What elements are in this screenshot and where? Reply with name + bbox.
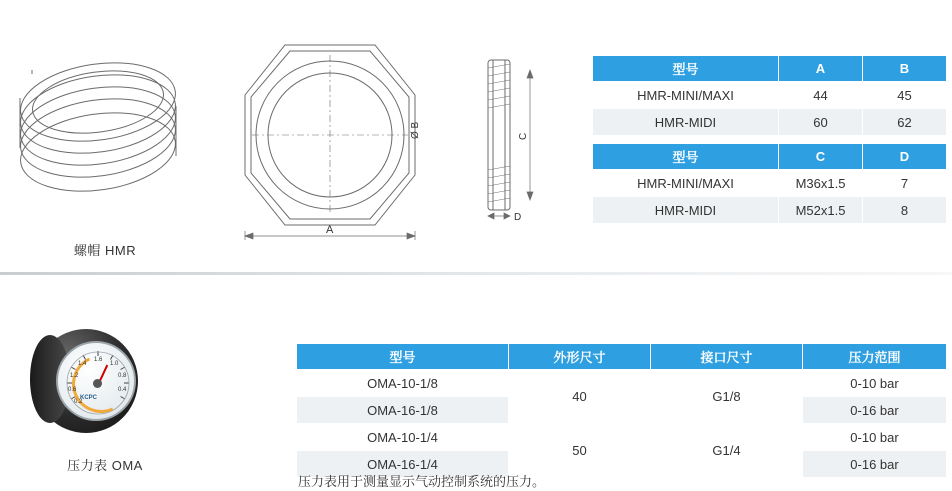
nut-isometric-drawing	[10, 40, 200, 220]
cell-b: 62	[863, 109, 947, 136]
col-header-model: 型号	[593, 144, 779, 170]
pressure-gauge-image	[30, 325, 180, 435]
table-row	[297, 424, 947, 451]
dimension-label-b: Ø B	[410, 121, 421, 139]
table-header-row	[297, 344, 947, 370]
cell-range: 0-10 bar	[803, 370, 947, 397]
cell-model: HMR-MIDI	[593, 197, 779, 224]
cell-model: OMA-16-1/4	[297, 451, 509, 478]
gauge-number: 1.6	[94, 357, 103, 363]
table-header-row	[593, 144, 947, 170]
table-row	[297, 370, 947, 397]
table-row	[593, 170, 947, 197]
gauge-number: 0.8	[118, 373, 127, 379]
cell-a: 44	[779, 82, 863, 109]
section-gauge-oma	[0, 275, 952, 491]
cell-model: HMR-MINI/MAXI	[593, 170, 779, 197]
table-hmr-cd	[592, 143, 947, 224]
cell-size: 40	[509, 370, 651, 424]
col-header-b: B	[863, 56, 947, 82]
dimension-label-c: C	[518, 132, 529, 140]
col-header-model: 型号	[297, 344, 509, 370]
gauge-number: 0.2	[74, 399, 83, 405]
nut-front-view-drawing	[230, 35, 440, 240]
cell-model: HMR-MINI/MAXI	[593, 82, 779, 109]
col-header-range: 压力范围	[803, 344, 947, 370]
cell-range: 0-16 bar	[803, 451, 947, 478]
col-header-port: 接口尺寸	[651, 344, 803, 370]
col-header-a: A	[779, 56, 863, 82]
cell-model: OMA-10-1/4	[297, 424, 509, 451]
gauge-number: 0.6	[68, 387, 77, 393]
cell-a: 60	[779, 109, 863, 136]
caption-gauge-oma: 压力表 OMA	[67, 458, 143, 473]
cell-model: HMR-MIDI	[593, 109, 779, 136]
table-row	[593, 197, 947, 224]
col-header-c: C	[779, 144, 863, 170]
table-hmr-ab	[592, 55, 947, 136]
table-row	[593, 82, 947, 109]
table-row	[593, 109, 947, 136]
col-header-model: 型号	[593, 56, 779, 82]
table-header-row	[593, 56, 947, 82]
cell-size: 50	[509, 424, 651, 478]
cell-model: OMA-16-1/8	[297, 397, 509, 424]
caption-nut-hmr: 螺帽 HMR	[73, 243, 137, 258]
gauge-number: 1.4	[78, 361, 87, 367]
cell-model: OMA-10-1/8	[297, 370, 509, 397]
dimension-label-d: D	[514, 212, 522, 223]
cell-d: 8	[863, 197, 947, 224]
col-header-size: 外形尺寸	[509, 344, 651, 370]
gauge-number: 1.0	[110, 361, 119, 367]
cell-c: M52x1.5	[779, 197, 863, 224]
cell-b: 45	[863, 82, 947, 109]
dimension-label-a: A	[326, 224, 334, 236]
nut-side-view-drawing	[460, 42, 570, 237]
cell-port: G1/4	[651, 424, 803, 478]
gauge-number: 1.2	[70, 373, 79, 379]
gauge-face	[56, 341, 136, 421]
col-header-d: D	[863, 144, 947, 170]
gauge-brand-label: KCPC	[80, 395, 98, 401]
gauge-number: 0.4	[118, 387, 127, 393]
cell-c: M36x1.5	[779, 170, 863, 197]
table-oma	[296, 343, 947, 478]
gauge-hub	[93, 379, 102, 388]
cell-range: 0-10 bar	[803, 424, 947, 451]
cell-range: 0-16 bar	[803, 397, 947, 424]
gauge-description-note: 压力表用于测量显示气动控制系统的压力。	[298, 474, 546, 489]
cell-port: G1/8	[651, 370, 803, 424]
cell-d: 7	[863, 170, 947, 197]
